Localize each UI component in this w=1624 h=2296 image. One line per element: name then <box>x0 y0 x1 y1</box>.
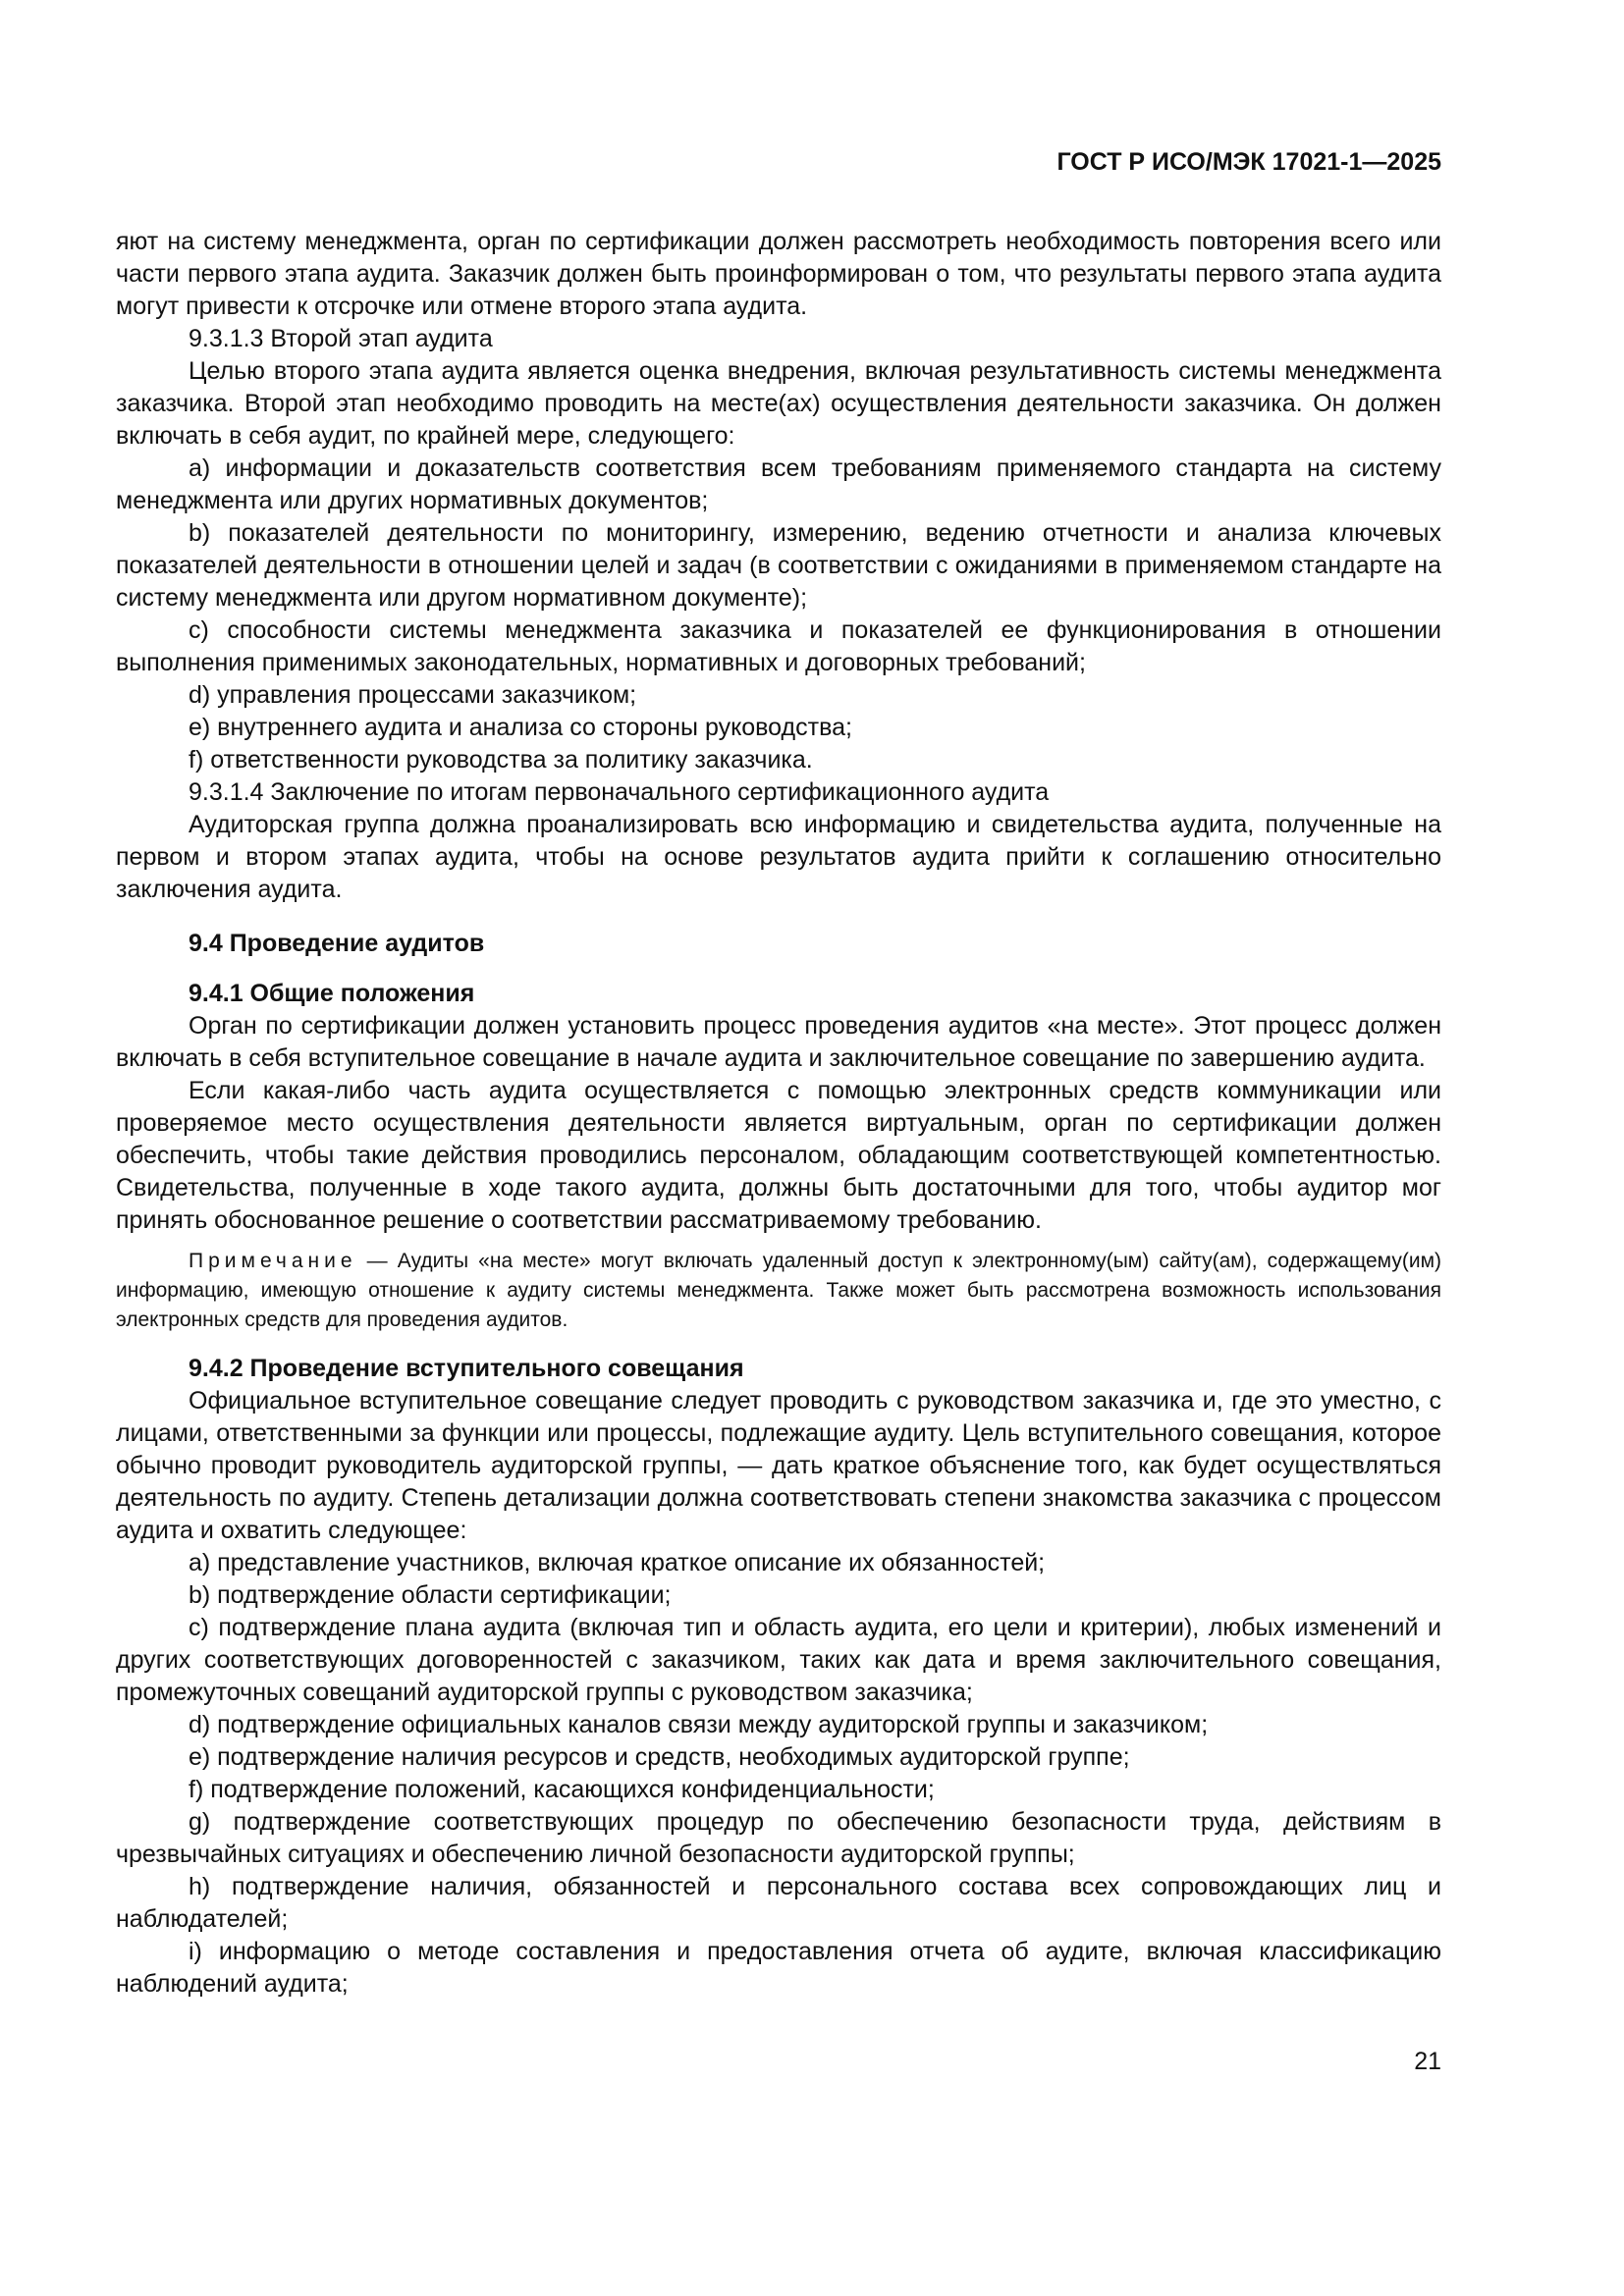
section-heading: 9.4.2 Проведение вступительного совещания <box>189 1355 744 1382</box>
body-paragraph: c) способности системы менеджмента заказчика и показателей ее функционирования в отношении выполнения применимых законодательных, нормативных и договорных требований; <box>116 616 1441 676</box>
body-paragraph: f) ответственности руководства за политику заказчика. <box>189 746 813 774</box>
body-paragraph: b) показателей деятельности по мониторингу, измерению, ведению отчетности и анализа ключевых показателей деятельности в отношении целей и задач (в соответствии с ожиданиями в применяемом стандарте на систему менеджмента или другом нормативном документе); <box>116 519 1441 612</box>
body-paragraph: Аудиторская группа должна проанализировать всю информацию и свидетельства аудита, полученные на первом и втором этапах аудита, чтобы на основе результатов аудита прийти к соглашению относительно заключения аудита. <box>116 811 1441 903</box>
page-number: 21 <box>1414 2048 1441 2075</box>
body-paragraph: d) управления процессами заказчиком; <box>189 681 637 709</box>
body-paragraph: Если какая-либо часть аудита осуществляется с помощью электронных средств коммуникации или проверяемое место осуществления деятельности является виртуальным, орган по сертификации должен обеспечить, чтобы такие действия проводились персоналом, обладающим соответствующей компетентностью. Свидетельства, полученные в ходе такого аудита, должны быть достаточными для того, чтобы аудитор мог принять обоснованное решение о соответствии рассматриваемому требованию. <box>116 1077 1441 1234</box>
body-paragraph: Целью второго этапа аудита является оценка внедрения, включая результативность системы менеджмента заказчика. Второй этап необходимо проводить на месте(ах) осуществления деятельности заказчика. Он должен включать в себя аудит, по крайней мере, следующего: <box>116 357 1441 450</box>
body-paragraph: i) информацию о методе составления и предоставления отчета об аудите, включая классификацию наблюдений аудита; <box>116 1938 1441 1998</box>
body-paragraph: Официальное вступительное совещание следует проводить с руководством заказчика и, где это уместно, с лицами, ответственными за функции или процессы, подлежащие аудиту. Цель вступительного совещания, которое обычно проводит руководитель аудиторской группы, — дать краткое объяснение того, как будет осуществляться деятельность по аудиту. Степень детализации должна соответствовать степени знакомства заказчика с процессом аудита и охватить следующее: <box>116 1387 1441 1544</box>
note-text: — Аудиты «на месте» могут включать удаленный доступ к электронному(ым) сайту(ам), содержащему(им) информацию, имеющую отношение к аудиту системы менеджмента. Также может быть рассмотрена возможность использования электронных средств для проведения аудитов. <box>116 1250 1441 1331</box>
body-paragraph: 9.3.1.4 Заключение по итогам первоначального сертификационного аудита <box>189 778 1050 806</box>
body-paragraph: d) подтверждение официальных каналов связи между аудиторской группы и заказчиком; <box>189 1711 1209 1738</box>
body-paragraph: f) подтверждение положений, касающихся конфиденциальности; <box>189 1776 935 1803</box>
body-paragraph: Орган по сертификации должен установить процесс проведения аудитов «на месте». Этот процесс должен включать в себя вступительное совещание в начале аудита и заключительное совещание по завершению аудита. <box>116 1012 1441 1072</box>
body-paragraph: a) информации и доказательств соответствия всем требованиям применяемого стандарта на систему менеджмента или других нормативных документов; <box>116 454 1441 514</box>
body-paragraph: c) подтверждение плана аудита (включая тип и область аудита, его цели и критерии), любых изменений и других соответствующих договоренностей с заказчиком, таких как дата и время заключительного совещания, промежуточных совещаний аудиторской группы с руководством заказчика; <box>116 1614 1441 1706</box>
section-heading: 9.4.1 Общие положения <box>189 980 475 1007</box>
body-paragraph: e) подтверждение наличия ресурсов и средств, необходимых аудиторской группе; <box>189 1743 1130 1771</box>
body-paragraph: g) подтверждение соответствующих процедур по обеспечению безопасности труда, действиям в чрезвычайных ситуациях и обеспечению личной безопасности аудиторской группы; <box>116 1808 1441 1868</box>
note-paragraph <box>116 1247 1441 1335</box>
section-heading: 9.4 Проведение аудитов <box>189 930 485 957</box>
body-paragraph: яют на систему менеджмента, орган по сертификации должен рассмотреть необходимость повторения всего или части первого этапа аудита. Заказчик должен быть проинформирован о том, что результаты первого этапа аудита могут привести к отсрочке или отмене второго этапа аудита. <box>116 228 1441 320</box>
document-body <box>116 226 1441 2001</box>
body-paragraph: b) подтверждение области сертификации; <box>189 1581 672 1609</box>
body-paragraph: h) подтверждение наличия, обязанностей и персонального состава всех сопровождающих лиц и наблюдателей; <box>116 1873 1441 1933</box>
body-paragraph: 9.3.1.3 Второй этап аудита <box>189 325 493 352</box>
note-label: Примечание <box>189 1250 357 1272</box>
body-paragraph: e) внутреннего аудита и анализа со стороны руководства; <box>189 714 852 741</box>
standard-header: ГОСТ Р ИСО/МЭК 17021-1—2025 <box>1056 148 1441 176</box>
body-paragraph: a) представление участников, включая краткое описание их обязанностей; <box>189 1549 1046 1576</box>
